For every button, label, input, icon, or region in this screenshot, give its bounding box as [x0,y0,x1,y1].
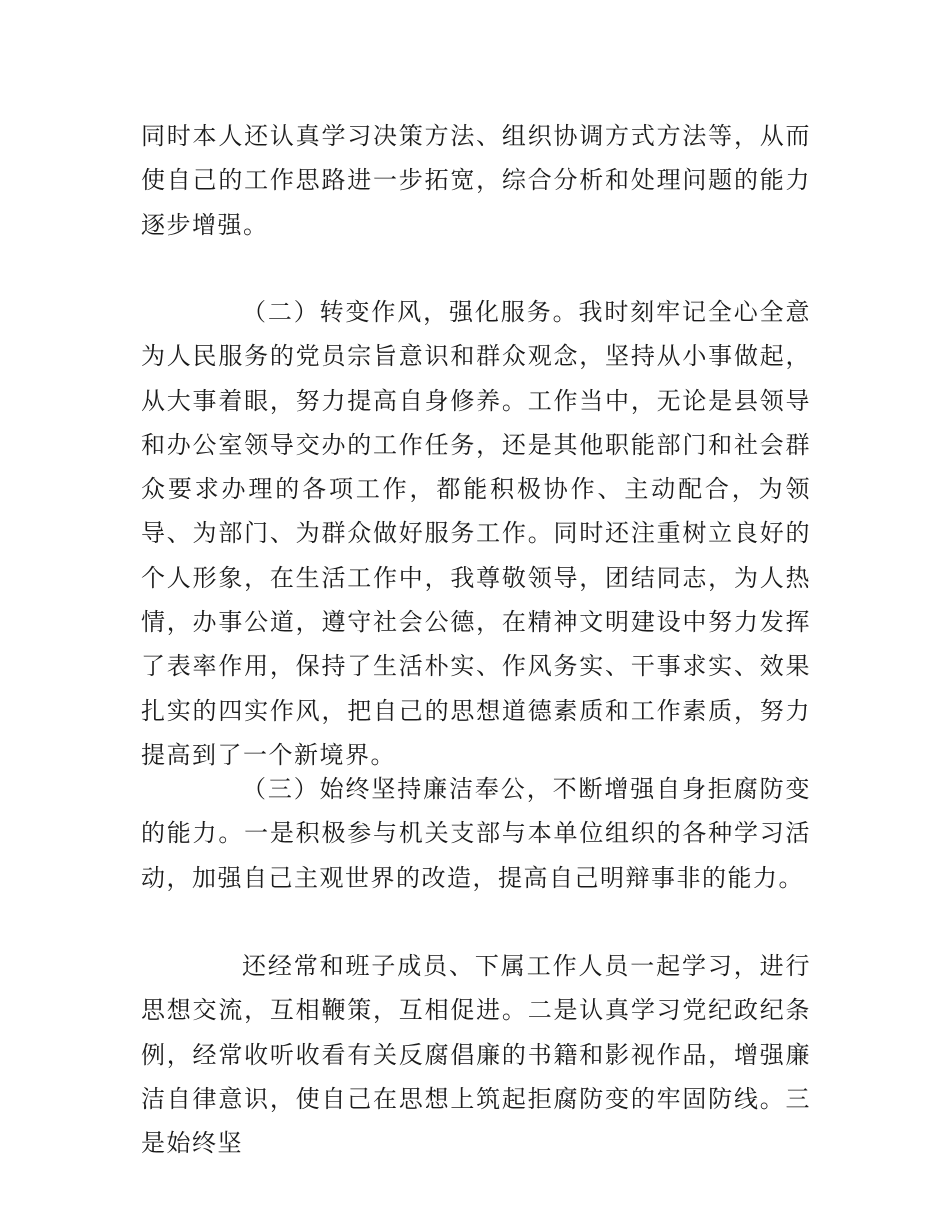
paragraph-section-three-continued: 还经常和班子成员、下属工作人员一起学习，进行思想交流，互相鞭策，互相促进。二是认真学习党纪政纪条例，经常收听收看有关反腐倡廉的书籍和影视作品，增强廉洁自律意识，使自己在思想上筑起拒腐防变的牢固防线。三是始终坚 [141,952,811,1158]
paragraph-section-two: （二）转变作风，强化服务。我时刻牢记全心全意为人民服务的党员宗旨意识和群众观念，坚持从小事做起，从大事着眼，努力提高自身修养。工作当中，无论是县领导和办公室领导交办的工作任务，还是其他职能部门和社会群众要求办理的各项工作，都能积极协作、主动配合，为领导、为部门、为群众做好服务工作。同时还注重树立良好的个人形象，在生活工作中，我尊敬领导，团结同志，为人热情，办事公道，遵守社会公德，在精神文明建设中努力发挥了表率作用，保持了生活朴实、作风务实、干事求实、效果扎实的四实作风，把自己的思想道德素质和工作素质，努力提高到了一个新境界。 [141,298,811,769]
paragraph-continuation: 同时本人还认真学习决策方法、组织协调方式方法等，从而使自己的工作思路进一步拓宽，综合分析和处理问题的能力逐步增强。 [141,122,811,239]
paragraph-section-three: （三）始终坚持廉洁奉公，不断增强自身拒腐防变的能力。一是积极参与机关支部与本单位组织的各种学习活动，加强自己主观世界的改造，提高自己明辩事非的能力。 [141,775,811,892]
